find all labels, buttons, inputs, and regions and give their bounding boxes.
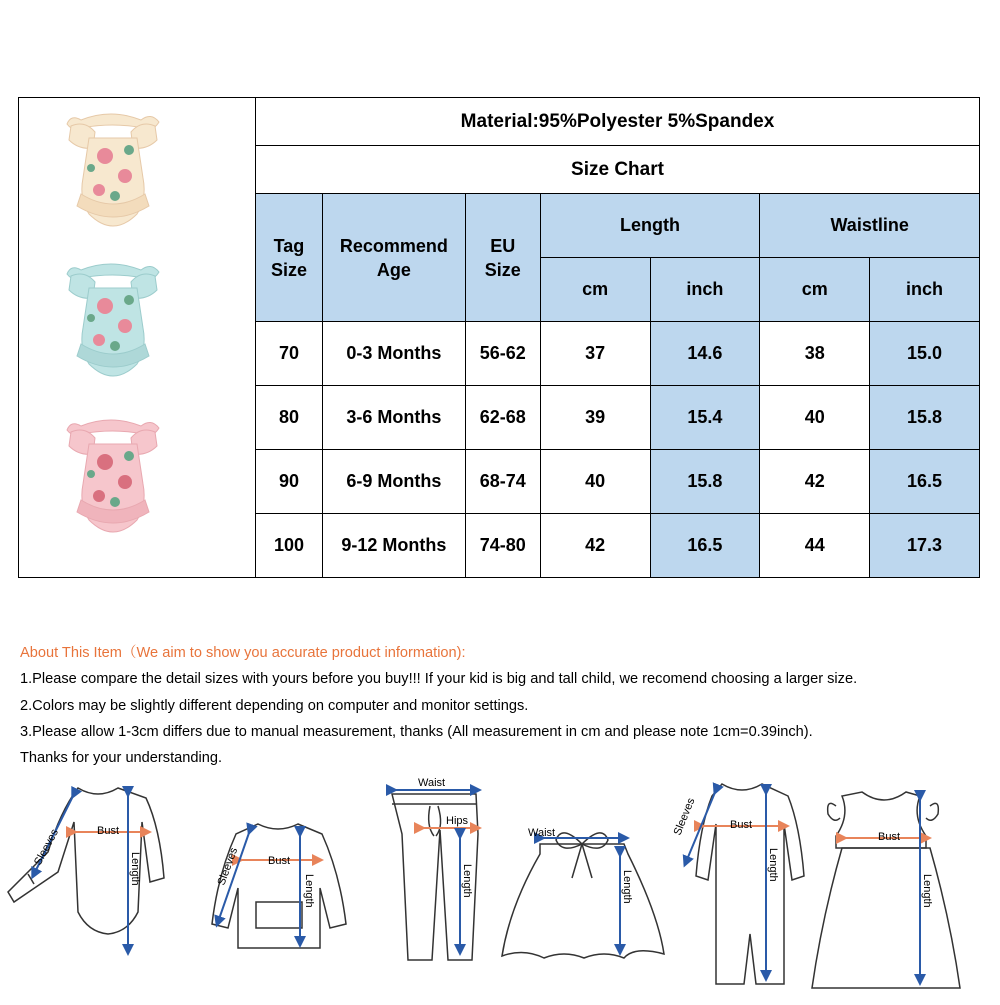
length-label: Length [461, 864, 473, 898]
length-cm-cell: 40 [540, 450, 650, 514]
length-inch-header: inch [650, 258, 760, 322]
length-inch-cell: 15.4 [650, 386, 760, 450]
waist-inch-cell: 16.5 [870, 450, 980, 514]
waistline-header: Waistline [760, 194, 980, 258]
cream-romper-image [67, 114, 159, 226]
waist-cm-cell: 44 [760, 514, 870, 578]
eu-size-cell: 68-74 [465, 450, 540, 514]
size-table [255, 97, 980, 578]
about-line-3: 3.Please allow 1-3cm differs due to manual measurement, thanks (All measurement in cm and please note 1cm=0.39inch). [20, 723, 813, 740]
waist-label: Waist [528, 827, 556, 839]
bust-label: Bust [268, 855, 291, 867]
length-header: Length [540, 194, 760, 258]
bust-label: Bust [97, 825, 120, 837]
length-inch-cell: 16.5 [650, 514, 760, 578]
size-chart-title: Size Chart [256, 146, 980, 194]
length-label: Length [129, 852, 141, 886]
eu-size-cell: 56-62 [465, 322, 540, 386]
waist-label: Waist [418, 777, 446, 789]
about-line-4: Thanks for your understanding. [20, 750, 222, 767]
sweatshirt-diagram [212, 824, 346, 948]
waist-cm-cell: 40 [760, 386, 870, 450]
length-inch-cell: 14.6 [650, 322, 760, 386]
waist-inch-cell: 17.3 [870, 514, 980, 578]
waist-cm-header: cm [760, 258, 870, 322]
about-line-1: 1.Please compare the detail sizes with yours before you buy!!! If your kid is big and tall child, we recomend choosing a larger size. [20, 671, 858, 688]
tag-size-cell: 90 [256, 450, 323, 514]
recommend-age-header: Recommend Age [322, 194, 465, 322]
about-item-section [20, 640, 985, 771]
garment-diagrams [0, 770, 1000, 1000]
table-row [256, 450, 980, 514]
about-title: About This Item（We aim to show you accurate product information): [20, 645, 466, 661]
eu-size-header: EU Size [465, 194, 540, 322]
material-text: Material:95%Polyester 5%Spandex [256, 98, 980, 146]
tutu-skirt-diagram [502, 827, 664, 958]
waist-inch-header: inch [870, 258, 980, 322]
measurement-diagrams [0, 770, 1000, 1000]
eu-size-cell: 62-68 [465, 386, 540, 450]
eu-size-cell: 74-80 [465, 514, 540, 578]
about-line-2: 2.Colors may be slightly different depending on computer and monitor settings. [20, 697, 529, 714]
length-inch-cell: 15.8 [650, 450, 760, 514]
length-label: Length [767, 848, 779, 882]
table-row [256, 514, 980, 578]
length-label: Length [921, 874, 933, 908]
mint-romper-image [67, 264, 159, 376]
bodysuit-diagram [8, 788, 164, 950]
waist-inch-cell: 15.0 [870, 322, 980, 386]
length-label: Length [621, 870, 633, 904]
jumpsuit-diagram [672, 784, 804, 984]
table-row [256, 322, 980, 386]
romper-illustrations [19, 98, 255, 577]
tag-size-cell: 70 [256, 322, 323, 386]
size-chart [18, 97, 980, 578]
sleeves-label: Sleeves [215, 846, 241, 888]
age-cell: 0-3 Months [322, 322, 465, 386]
product-photos [18, 97, 255, 578]
age-cell: 3-6 Months [322, 386, 465, 450]
length-cm-cell: 37 [540, 322, 650, 386]
age-cell: 9-12 Months [322, 514, 465, 578]
bust-label: Bust [730, 819, 753, 831]
sleeves-label: Sleeves [32, 827, 62, 868]
waist-inch-cell: 15.8 [870, 386, 980, 450]
tag-size-header: Tag Size [256, 194, 323, 322]
length-cm-cell: 42 [540, 514, 650, 578]
pink-romper-image [67, 420, 159, 532]
age-cell: 6-9 Months [322, 450, 465, 514]
sleeves-label: Sleeves [671, 796, 698, 838]
length-cm-header: cm [540, 258, 650, 322]
tag-size-cell: 80 [256, 386, 323, 450]
dress-diagram [812, 792, 960, 988]
pants-diagram [392, 777, 478, 960]
bust-label: Bust [878, 831, 901, 843]
hips-label: Hips [446, 815, 469, 827]
waist-cm-cell: 42 [760, 450, 870, 514]
length-cm-cell: 39 [540, 386, 650, 450]
length-label: Length [303, 874, 315, 908]
table-row [256, 386, 980, 450]
waist-cm-cell: 38 [760, 322, 870, 386]
tag-size-cell: 100 [256, 514, 323, 578]
